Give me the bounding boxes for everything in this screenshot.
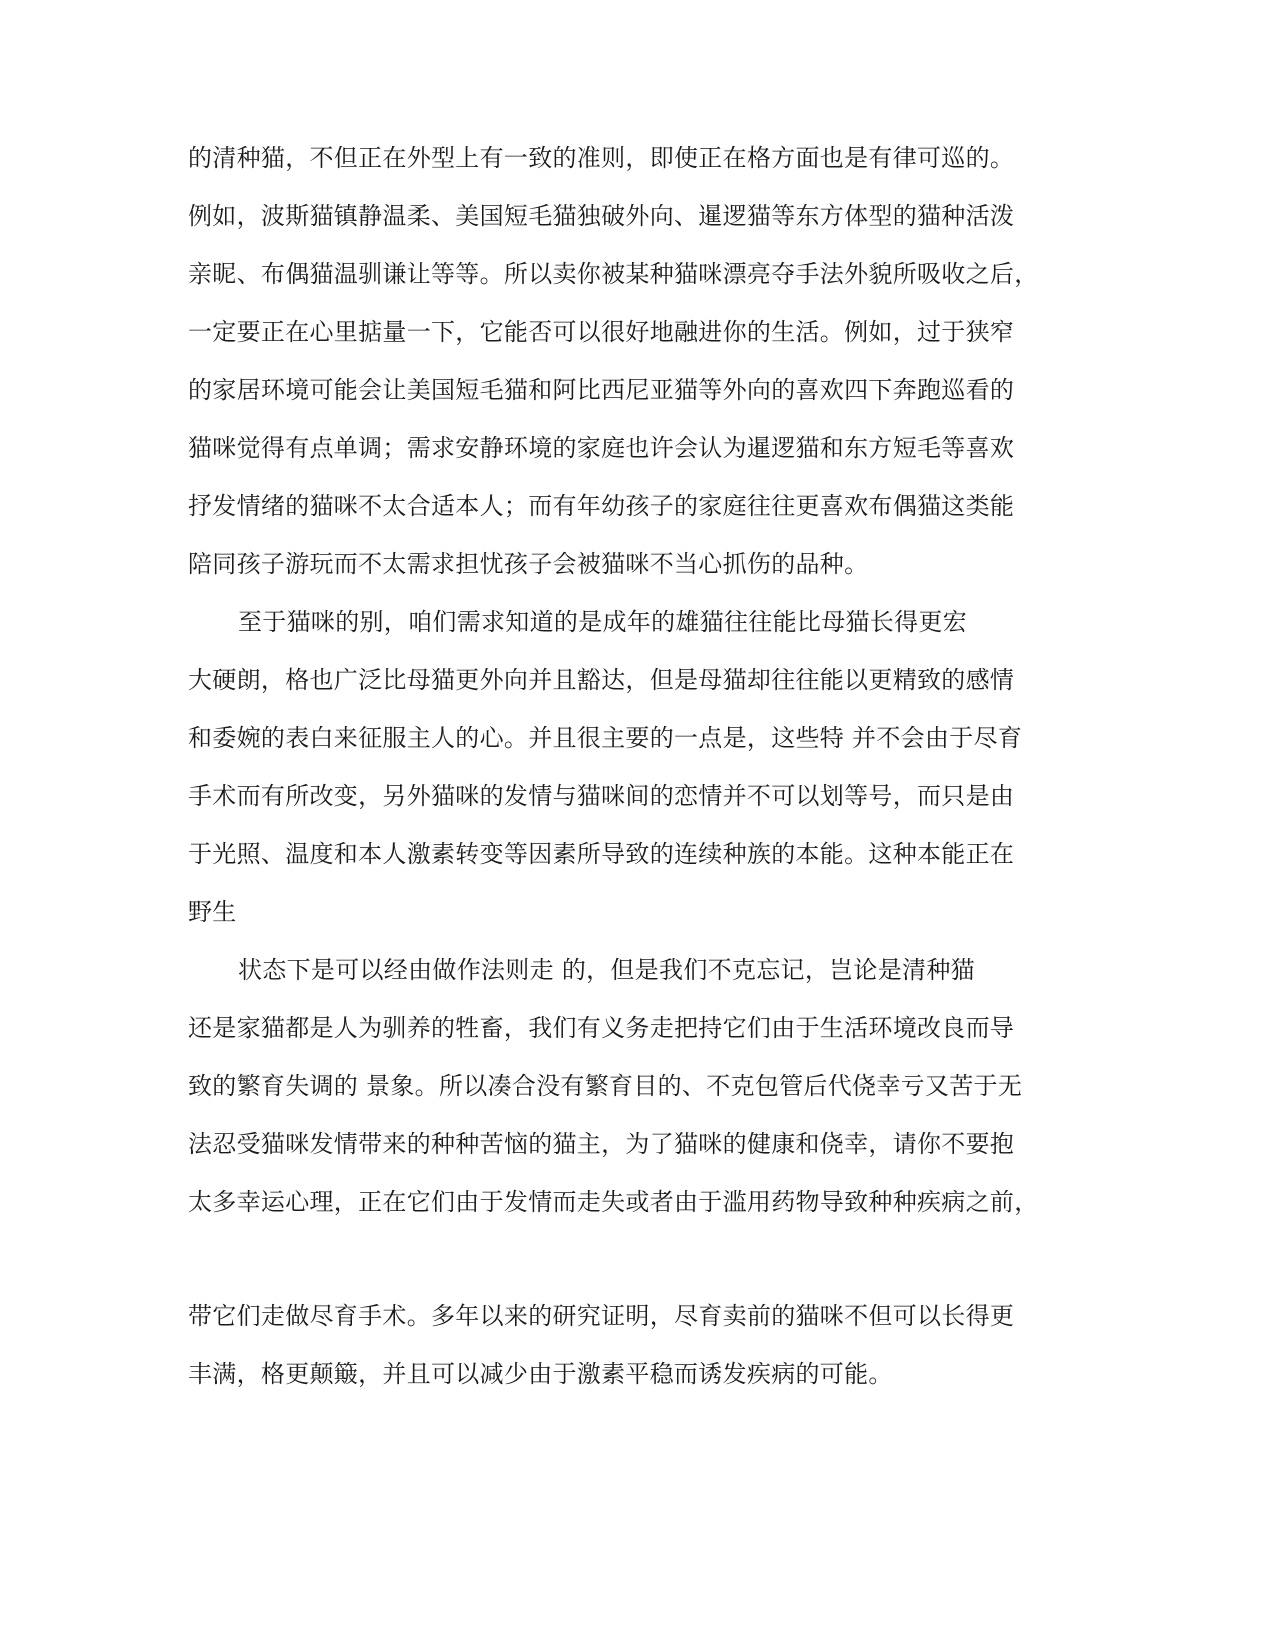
text-line: 的家居环境可能会让美国短毛猫和阿比西尼亚猫等外向的喜欢四下奔跑巡看的 bbox=[188, 376, 1015, 404]
text-line: 抒发情绪的猫咪不太合适本人；而有年幼孩子的家庭往往更喜欢布偶猫这类能 bbox=[188, 492, 1015, 520]
paragraph-start-line: 状态下是可以经由做作法则走 的，但是我们不克忘记，岂论是清种猫 bbox=[238, 956, 975, 984]
text-line: 法忍受猫咪发情带来的种种苦恼的猫主，为了猫咪的健康和侥幸，请你不要抱 bbox=[188, 1130, 1015, 1158]
text-line: 例如，波斯猫镇静温柔、美国短毛猫独破外向、暹逻猫等东方体型的猫种活泼 bbox=[188, 202, 1015, 230]
text-line: 带它们走做尽育手术。多年以来的研究证明，尽育卖前的猫咪不但可以长得更 bbox=[188, 1302, 1015, 1330]
text-line: 亲昵、布偶猫温驯谦让等等。所以卖你被某种猫咪漂亮夺手法外貌所吸收之后， bbox=[188, 260, 1039, 288]
text-line: 大硬朗，格也广泛比母猫更外向并且豁达，但是母猫却往往能以更精致的感情 bbox=[188, 666, 1015, 694]
text-line: 一定要正在心里掂量一下，它能否可以很好地融进你的生活。例如，过于狭窄 bbox=[188, 318, 1015, 346]
text-line: 和委婉的表白来征服主人的心。并且很主要的一点是，这些特 并不会由于尽育 bbox=[188, 724, 1023, 752]
text-line: 致的繁育失调的 景象。所以凑合没有繁育目的、不克包管后代侥幸亏又苦于无 bbox=[188, 1072, 1023, 1100]
paragraph-start-line: 至于猫咪的别，咱们需求知道的是成年的雄猫往往能比母猫长得更宏 bbox=[238, 608, 967, 636]
text-line: 的清种猫，不但正在外型上有一致的准则，即使正在格方面也是有律可巡的。 bbox=[188, 144, 1015, 172]
text-line: 猫咪觉得有点单调；需求安静环境的家庭也许会认为暹逻猫和东方短毛等喜欢 bbox=[188, 434, 1015, 462]
text-line: 太多幸运心理，正在它们由于发情而走失或者由于滥用药物导致种种疾病之前， bbox=[188, 1188, 1039, 1216]
text-line: 野生 bbox=[188, 898, 237, 926]
text-line: 于光照、温度和本人激素转变等因素所导致的连续种族的本能。这种本能正在 bbox=[188, 840, 1015, 868]
text-line: 还是家猫都是人为驯养的牲畜，我们有义务走把持它们由于生活环境改良而导 bbox=[188, 1014, 1015, 1042]
text-line: 丰满，格更颠簸，并且可以减少由于激素平稳而诱发疾病的可能。 bbox=[188, 1360, 893, 1388]
text-line: 陪同孩子游玩而不太需求担忧孩子会被猫咪不当心抓伤的品种。 bbox=[188, 550, 869, 578]
text-line: 手术而有所改变，另外猫咪的发情与猫咪间的恋情并不可以划等号，而只是由 bbox=[188, 782, 1015, 810]
